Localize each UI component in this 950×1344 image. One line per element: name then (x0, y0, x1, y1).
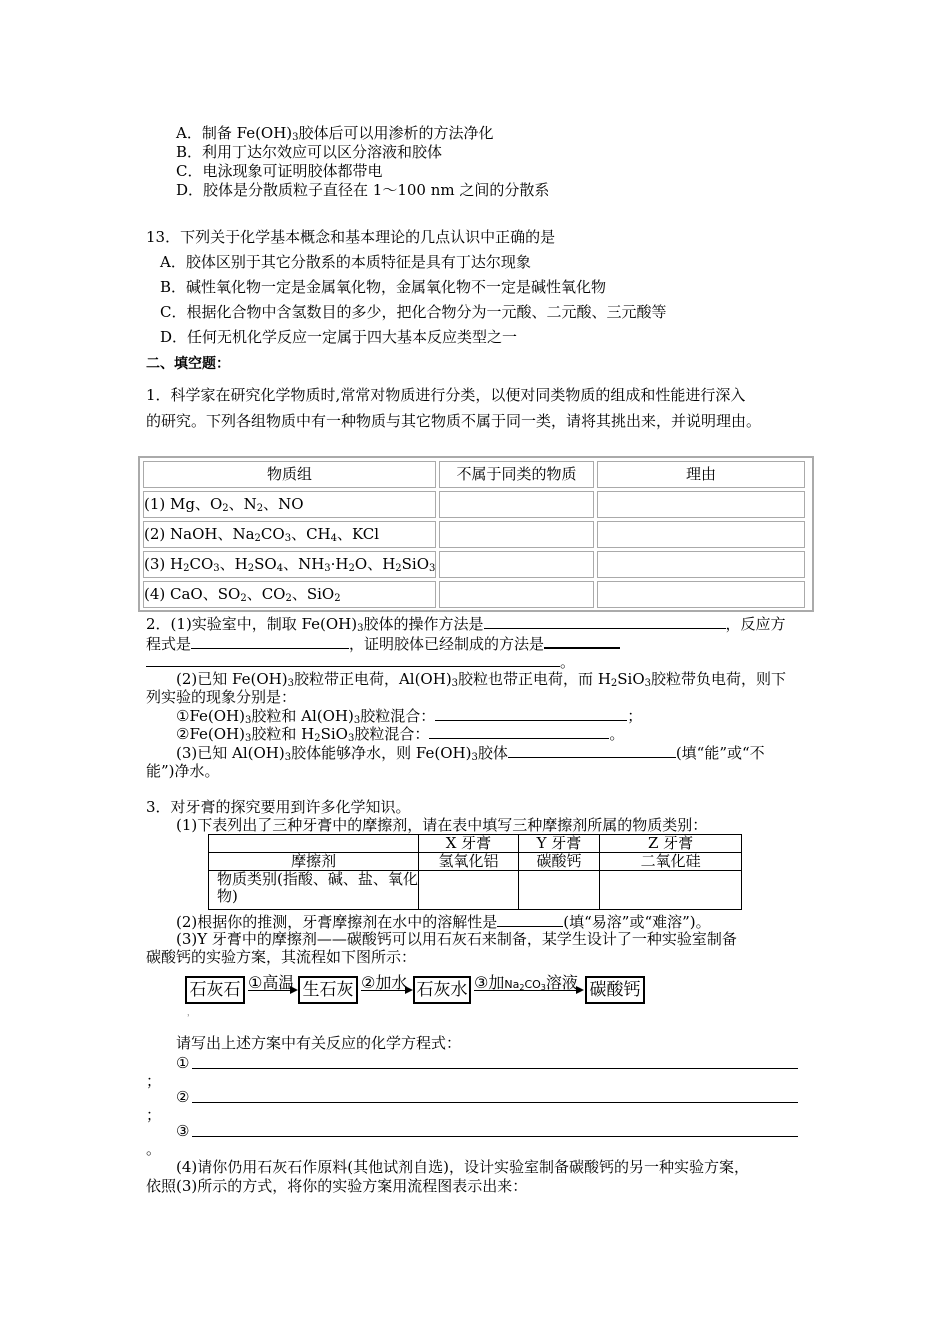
f3-line8: 依照(3)所示的方式，将你的实验方案用流程图表示出来： (146, 1177, 528, 1195)
f2-line2: 程式是 ，证明胶体已经制成的方法是 (146, 633, 620, 653)
toothpaste-table (208, 834, 742, 910)
f2-line6: $①Fe(OH)_3$胶粒和 $Al(OH)_3$胶粒混合： ； (176, 707, 643, 726)
answer-blank-solubility[interactable] (497, 912, 563, 927)
equation-2-end: ； (146, 1106, 162, 1124)
equation-1-line[interactable] (192, 1068, 798, 1069)
table-row-2-odd-one-cell[interactable] (439, 521, 594, 548)
f1-line2: 的研究。下列各组物质中有一种物质与其它物质不属于同一类，请将其挑出来，并说明理由。 (146, 412, 762, 430)
table-row-1-substances: (1) Mg、$O_2$、$N_2$、NO (143, 491, 436, 518)
table-row-1-odd-one-cell[interactable] (439, 491, 594, 518)
flow-arrowhead-1 (290, 986, 298, 994)
table-row-2-reason-cell[interactable] (597, 521, 805, 548)
table-header-group: 物质组 (143, 461, 436, 488)
f3-line7: (4)请你仍用石灰石作原料(其他试剂自选)，设计实验室制备碳酸钙的另一种实验方案， (176, 1158, 749, 1176)
q12-option-b: B．利用丁达尔效应可以区分溶液和胶体 (176, 143, 443, 161)
flow-box-limewater: 石灰水 (413, 976, 471, 1004)
answer-blank-purify[interactable] (508, 743, 676, 758)
q13-option-c: C．根据化合物中含氢数目的多少，把化合物分为一元酸、二元酸、三元酸等 (160, 303, 667, 321)
flow-arrow-3 (474, 990, 576, 991)
table-row-2-substances: (2) NaOH、$Na_2CO_3$、$CH_4$、KCl (143, 521, 436, 548)
q13-stem: 13．下列关于化学基本概念和基本理论的几点认识中正确的是 (146, 228, 556, 246)
answer-blank-proof[interactable] (544, 633, 620, 649)
f2-line3: 。 (146, 652, 575, 671)
category-y-cell[interactable] (518, 871, 599, 910)
f3-line1: 3．对牙膏的探究要用到许多化学知识。 (146, 798, 411, 816)
table-header-odd-one: 不属于同类的物质 (439, 461, 594, 488)
equation-1-label: ① (176, 1054, 190, 1072)
answer-blank-proof-cont[interactable] (146, 652, 560, 667)
stray-mark: ， (187, 1008, 195, 1017)
f2-line4: (2)已知 $Fe(OH)_3$胶粒带正电荷，$Al(OH)_3$胶粒也带正电荷，而 $H_2SiO_3$胶粒带负电荷，则下 (176, 670, 787, 689)
flow-label-1: ①高温 (248, 973, 295, 992)
abrasive-z: 二氧化硅 (600, 853, 742, 871)
table-row-4-odd-one-cell[interactable] (439, 581, 594, 608)
flow-arrowhead-3 (576, 986, 584, 994)
equation-2-line[interactable] (192, 1102, 798, 1103)
row-category-label: 物质类别(指酸、碱、盐、氧化物) (209, 871, 419, 910)
q13-option-a: A．胶体区别于其它分散系的本质特征是具有丁达尔现象 (160, 253, 531, 271)
equation-2-label: ② (176, 1088, 190, 1106)
answer-blank-method[interactable] (484, 614, 726, 629)
q12-option-d: D．胶体是分散质粒子直径在 1～100 nm 之间的分散系 (176, 181, 550, 199)
flow-label-3: ③加$Na_2CO_3$溶液 (474, 973, 578, 992)
f3-line4: (3)Y 牙膏中的摩擦剂——碳酸钙可以用石灰石来制备，某学生设计了一种实验室制备 (176, 930, 737, 948)
abrasive-x: 氢氧化铝 (419, 853, 519, 871)
row-abrasive-label: 摩擦剂 (209, 853, 419, 871)
table-corner (209, 835, 419, 853)
f3-line5: 碳酸钙的实验方案，其流程如下图所示： (146, 948, 417, 966)
table-row-4-reason-cell[interactable] (597, 581, 805, 608)
answer-blank-equation[interactable] (191, 634, 349, 649)
flow-arrow-1 (248, 990, 290, 991)
f1-line1: 1．科学家在研究化学物质时,常常对物质进行分类，以便对同类物质的组成和性能进行深入 (146, 386, 746, 404)
flow-box-quicklime: 生石灰 (298, 976, 358, 1004)
table-row-1-reason-cell[interactable] (597, 491, 805, 518)
f2-line5: 列实验的现象分别是： (146, 688, 297, 706)
flow-box-calcium-carbonate: 碳酸钙 (585, 976, 645, 1004)
flow-box-limestone: 石灰石 (185, 976, 245, 1004)
flow-arrowhead-2 (405, 986, 413, 994)
col-z: Z 牙膏 (600, 835, 742, 853)
f3-line6: 请写出上述方案中有关反应的化学方程式： (176, 1034, 462, 1052)
classification-table (138, 456, 814, 612)
table-row-4-substances: (4) CaO、$SO_2$、$CO_2$、SiO$_2$ (143, 581, 436, 608)
col-x: X 牙膏 (419, 835, 519, 853)
equation-1-end: ； (146, 1072, 162, 1090)
section-title: 二、填空题： (146, 356, 230, 372)
category-z-cell[interactable] (600, 871, 742, 910)
col-y: Y 牙膏 (518, 835, 599, 853)
answer-blank-mix2[interactable] (429, 724, 609, 739)
q12-option-c: C．电泳现象可证明胶体都带电 (176, 162, 383, 180)
q12-option-a: A．制备 $Fe(OH)_3$胶体后可以用渗析的方法净化 (176, 124, 494, 143)
flow-arrow-2 (361, 990, 405, 991)
answer-blank-mix1[interactable] (435, 706, 627, 721)
equation-3-line[interactable] (192, 1136, 798, 1137)
abrasive-y: 碳酸钙 (518, 853, 599, 871)
table-row-3-reason-cell[interactable] (597, 551, 805, 578)
equation-3-end: 。 (146, 1140, 162, 1158)
q13-option-d: D．任何无机化学反应一定属于四大基本反应类型之一 (160, 328, 518, 346)
f2-line9: 能”)净水。 (146, 762, 220, 780)
table-row-3-substances: (3) $H_2CO_3$、$H_2SO_4$、$NH_3\cdot H_2O$、$H_2SiO_3$ (143, 551, 436, 578)
table-header-reason: 理由 (597, 461, 805, 488)
f3-line3: (2)根据你的推测，牙膏摩擦剂在水中的溶解性是 (填“易溶”或“难溶”)。 (176, 913, 711, 931)
f2-line8: (3)已知 $Al(OH)_3$胶体能够净水，则 $Fe(OH)_3$胶体 (填“能”或“不 (176, 744, 765, 763)
f2-line7: $②Fe(OH)_3$胶粒和 $H_2SiO_3$胶粒混合： 。 (176, 725, 625, 744)
flow-label-2: ②加水 (361, 973, 408, 992)
equation-3-label: ③ (176, 1122, 190, 1140)
f2-line1: 2．(1)实验室中，制取 $Fe(OH)_3$胶体的操作方法是 ，反应方 (146, 615, 786, 634)
f3-line2: (1)下表列出了三种牙膏中的摩擦剂，请在表中填写三种摩擦剂所属的物质类别： (176, 816, 708, 834)
category-x-cell[interactable] (419, 871, 519, 910)
table-row-3-odd-one-cell[interactable] (439, 551, 594, 578)
q13-option-b: B．碱性氧化物一定是金属氧化物，金属氧化物不一定是碱性氧化物 (160, 278, 607, 296)
